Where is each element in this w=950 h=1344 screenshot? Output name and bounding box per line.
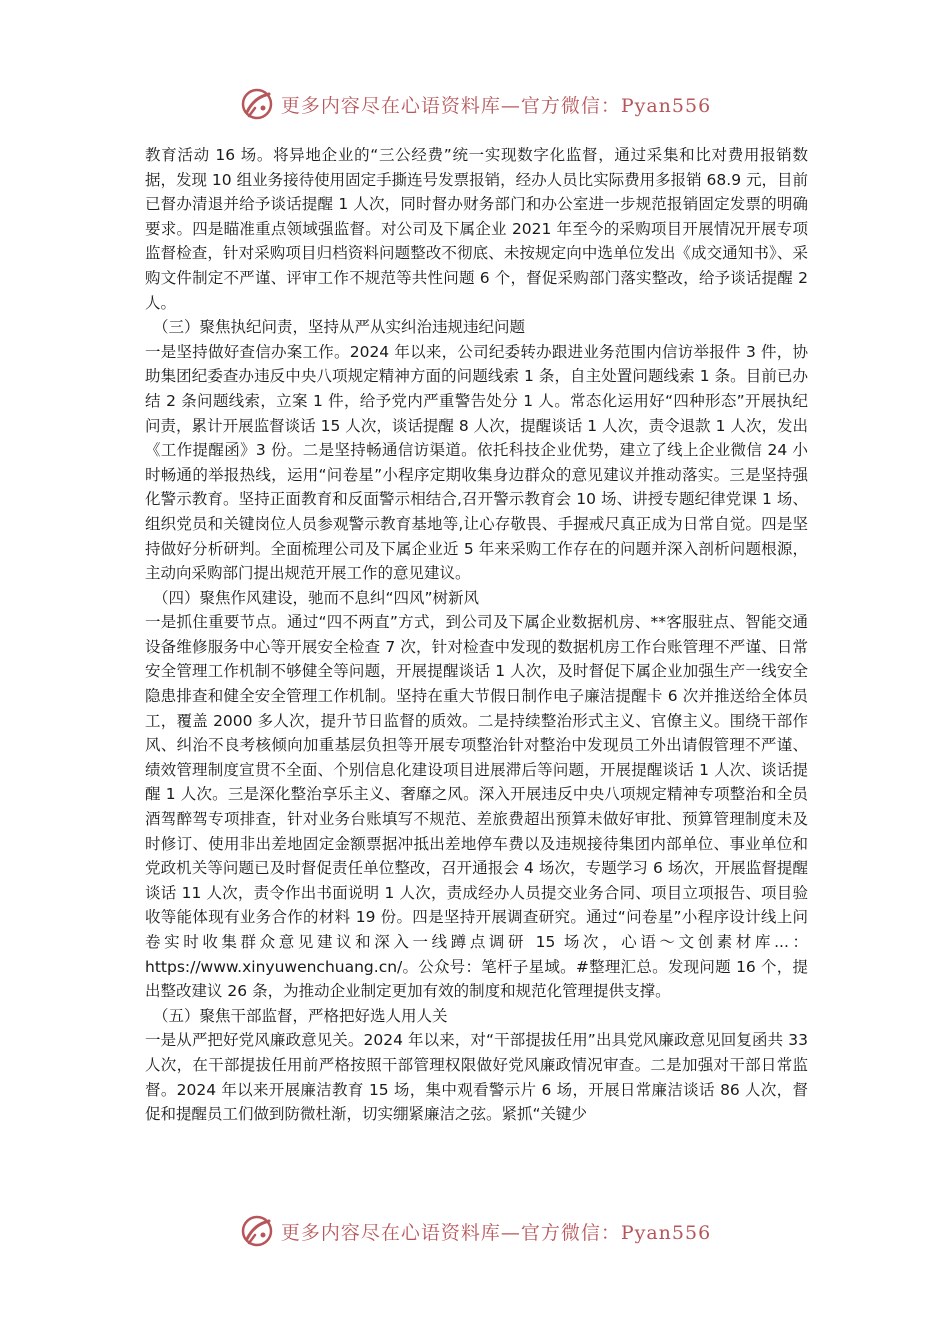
body-paragraph: 教育活动 16 场。将异地企业的“三公经费”统一实现数字化监督，通过采集和比对费用报销数据，发现 10 组业务接待使用固定手撕连号发票报销，经办人员比实际费用多报销 68.9 元，目前已督办清退并给予谈话提醒 1 人次，同时督办财务部门和办公室进一步规范报销固定发票的明确要求。四是瞄准重点领域强监督。对公司及下属企业 2021 年至今的采购项目开展情况开展专项监督检查，针对采购项目归档资料问题整改不彻底、未按规定向中选单位发出《成交通知书》、采购文件制定不严谨、评审工作不规范等共性问题 6 个，督促采购部门落实整改，给予谈话提醒 2 人。 [145, 146, 808, 312]
watermark-text: 更多内容尽在心语资料库—官方微信：Pyan556 [280, 1221, 712, 1244]
brush-logo-icon [239, 86, 275, 122]
section-heading: （四）聚焦作风建设，驰而不息纠“四风”树新风 [153, 588, 480, 607]
watermark-text: 更多内容尽在心语资料库—官方微信：Pyan556 [280, 94, 712, 117]
body-paragraph: 一是坚持做好查信办案工作。2024 年以来，公司纪委转办跟进业务范围内信访举报件 3 件，协助集团纪委查办违反中央八项规定精神方面的问题线索 1 条，自主处置问题线索 1 条。目前已办结 2 条问题线索，立案 1 件，给予党内严重警告处分 1 人。常态化运用好“四种形态”开展执纪问责，累计开展监督谈话 15 人次，谈话提醒 8 人次，提醒谈话 1 人次，责令退款 1 人次，发出《工作提醒函》3 份。二是坚持畅通信访渠道。依托科技企业优势，建立了线上企业微信 24 小时畅通的举报热线，运用“问卷星”小程序定期收集身边群众的意见建议并推动落实。三是坚持强化警示教育。坚持正面教育和反面警示相结合,召开警示教育会 10 场、讲授专题纪律党课 1 场、组织党员和关键岗位人员参观警示教育基地等,让心存敬畏、手握戒尺真正成为日常自觉。四是坚持做好分析研判。全面梳理公司及下属企业近 5 年来采购工作存在的问题并深入剖析问题根源，主动向采购部门提出规范开展工作的意见建议。 [145, 342, 808, 583]
watermark-banner-bottom [0, 1211, 950, 1251]
section-heading: （三）聚焦执纪问责，坚持从严从实纠治违规违纪问题 [153, 318, 526, 337]
brush-logo-icon [239, 1213, 275, 1249]
watermark-banner-top [0, 84, 950, 124]
body-paragraph: 一是抓住重要节点。通过“四不两直”方式，到公司及下属企业数据机房、**客服驻点、智能交通设备维修服务中心等开展安全检查 7 次，针对检查中发现的数据机房工作台账管理不严谨、日常安全管理工作机制不够健全等问题，开展提醒谈话 1 人次，及时督促下属企业加强生产一线安全隐患排查和健全安全管理工作机制。坚持在重大节假日制作电子廉洁提醒卡 6 次并推送给全体员工，覆盖 2000 多人次，提升节日监督的质效。二是持续整治形式主义、官僚主义。围绕干部作风、纠治不良考核倾向加重基层负担等开展专项整治针对整治中发现员工外出请假管理不严谨、绩效管理制度宣贯不全面、个别信息化建设项目进展滞后等问题，开展提醒谈话 1 人次、谈话提醒 1 人次。三是深化整治享乐主义、奢靡之风。深入开展违反中央八项规定精神专项整治和全员酒驾醉驾专项排查，针对业务台账填写不规范、差旅费超出预算未做好审批、预算管理制度未及时修订、使用非出差地固定金额票据冲抵出差地停车费以及违规接待集团内部单位、事业单位和党政机关等问题已及时督促责任单位整改，召开通报会 4 场次，专题学习 6 场次，开展监督提醒谈话 11 人次，责令作出书面说明 1 人次，责成经办人员提交业务合同、项目立项报告、项目验收等能体现有业务合作的材料 19 份。四是坚持开展调查研究。通过“问卷星”小程序设计线上问卷实时收集群众意见建议和深入一线蹲点调研 15 场次，心语～文创素材库...：https://www.xinyuwenchuang.cn/。公众号：笔杆子星域。#整理汇总。发现问题 16 个，提出整改建议 26 条，为推动企业制定更加有效的制度和规范化管理提供支撑。 [145, 613, 808, 1001]
body-paragraph: 一是从严把好党风廉政意见关。2024 年以来，对“干部提拔任用”出具党风廉政意见回复函共 33 人次，在干部提拔任用前严格按照干部管理权限做好党风廉政情况审查。二是加强对干部日常监督。2024 年以来开展廉洁教育 15 场，集中观看警示片 6 场，开展日常廉洁谈话 86 人次，督促和提醒员工们做到防微杜渐，切实绷紧廉洁之弦。紧抓“关键少 [145, 1031, 808, 1124]
section-heading: （五）聚焦干部监督，严格把好选人用人关 [153, 1006, 448, 1025]
document-body [145, 143, 808, 1127]
